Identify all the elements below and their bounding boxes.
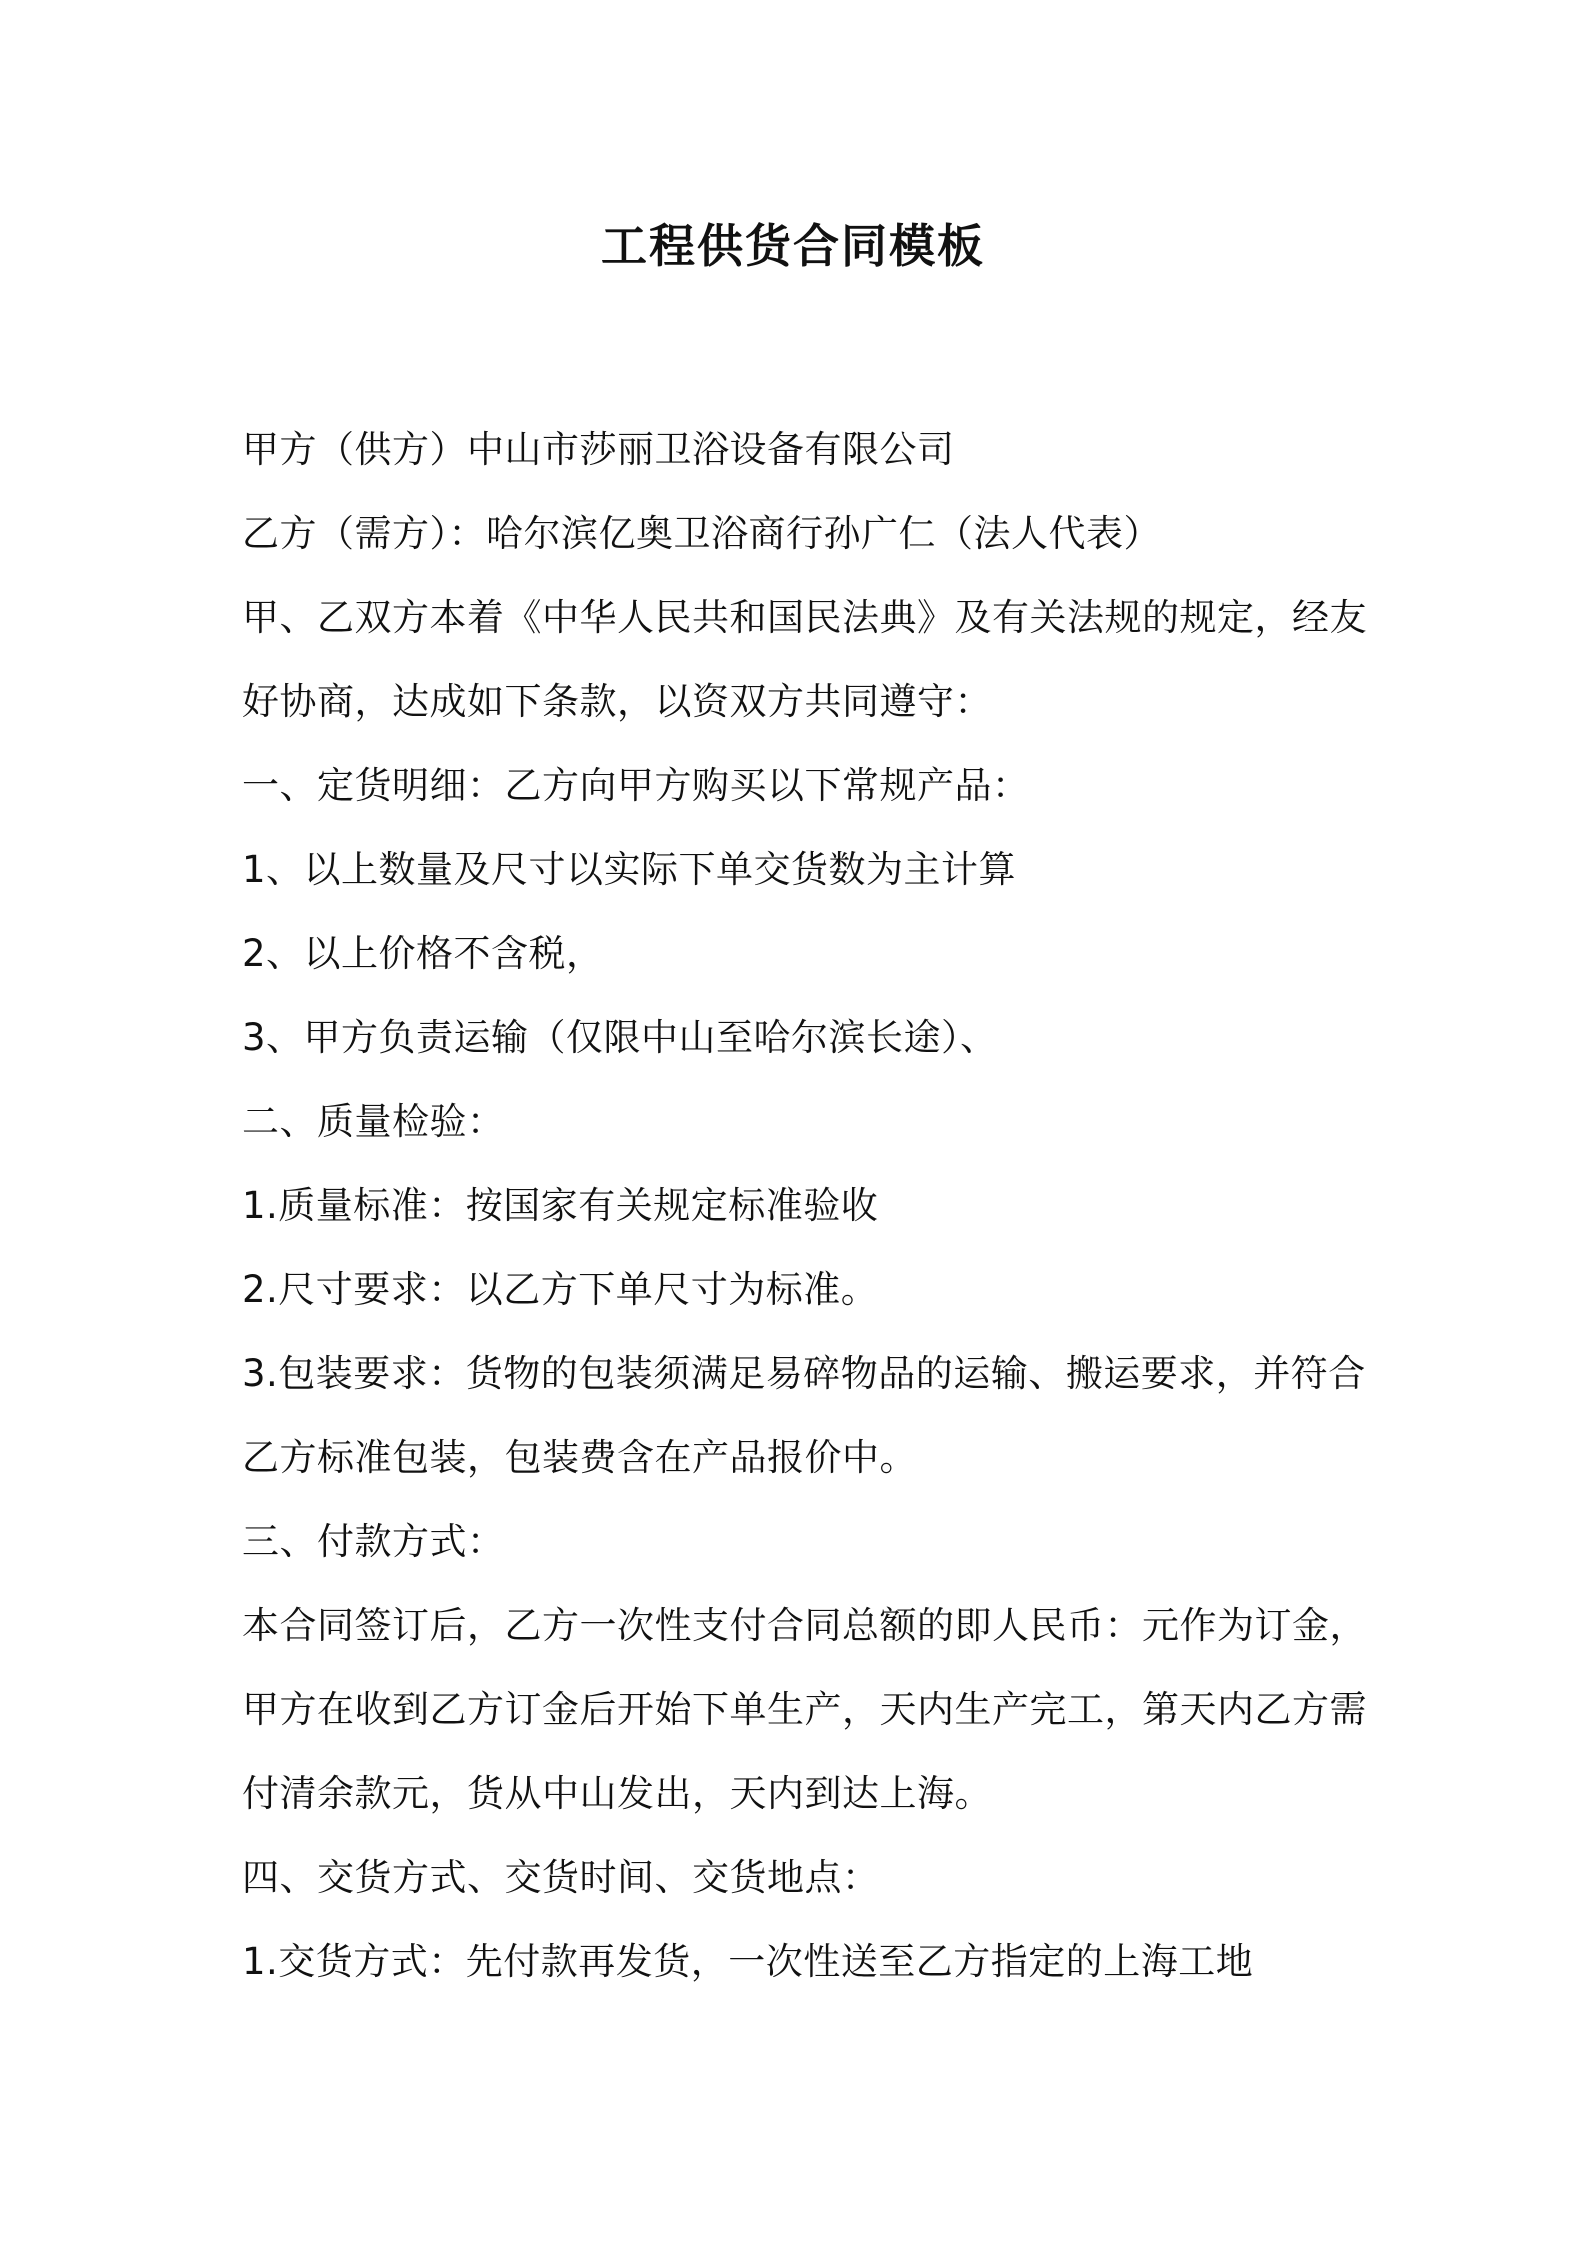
section-2-item-3-line-1: 3.包装要求：货物的包装须满足易碎物品的运输、搬运要求，并符合 — [242, 1352, 1366, 1395]
section-2-item-2: 2.尺寸要求：以乙方下单尺寸为标准。 — [242, 1268, 879, 1311]
section-3-line-2: 甲方在收到乙方订金后开始下单生产，天内生产完工，第天内乙方需 — [242, 1688, 1367, 1731]
section-1-item-3: 3、甲方负责运输（仅限中山至哈尔滨长途）、 — [242, 1016, 998, 1059]
section-3-line-1: 本合同签订后，乙方一次性支付合同总额的即人民币：元作为订金， — [242, 1604, 1367, 1647]
section-1-item-1: 1、以上数量及尺寸以实际下单交货数为主计算 — [242, 848, 1017, 891]
party-b-line: 乙方（需方）：哈尔滨亿奥卫浴商行孙广仁（法人代表） — [242, 512, 1161, 555]
section-2-item-3-line-2: 乙方标准包装，包装费含在产品报价中。 — [242, 1436, 917, 1479]
section-3-heading: 三、付款方式： — [242, 1520, 505, 1563]
document-body — [242, 408, 1367, 2004]
section-4-item-1: 1.交货方式：先付款再发货，一次性送至乙方指定的上海工地 — [242, 1940, 1254, 1983]
section-2-heading: 二、质量检验： — [242, 1100, 505, 1143]
section-3-line-3: 付清余款元，货从中山发出，天内到达上海。 — [242, 1772, 992, 1815]
party-a-line: 甲方（供方）中山市莎丽卫浴设备有限公司 — [242, 428, 955, 471]
preamble-line-2: 好协商，达成如下条款，以资双方共同遵守： — [242, 680, 992, 723]
section-4-heading: 四、交货方式、交货时间、交货地点： — [242, 1856, 880, 1899]
preamble-line-1: 甲、乙双方本着《中华人民共和国民法典》及有关法规的规定，经友 — [242, 596, 1367, 639]
section-2-item-1: 1.质量标准：按国家有关规定标准验收 — [242, 1184, 879, 1227]
document-title: 工程供货合同模板 — [601, 219, 985, 273]
section-1-item-2: 2、以上价格不含税， — [242, 932, 604, 975]
section-1-heading: 一、定货明细：乙方向甲方购买以下常规产品： — [242, 764, 1030, 807]
